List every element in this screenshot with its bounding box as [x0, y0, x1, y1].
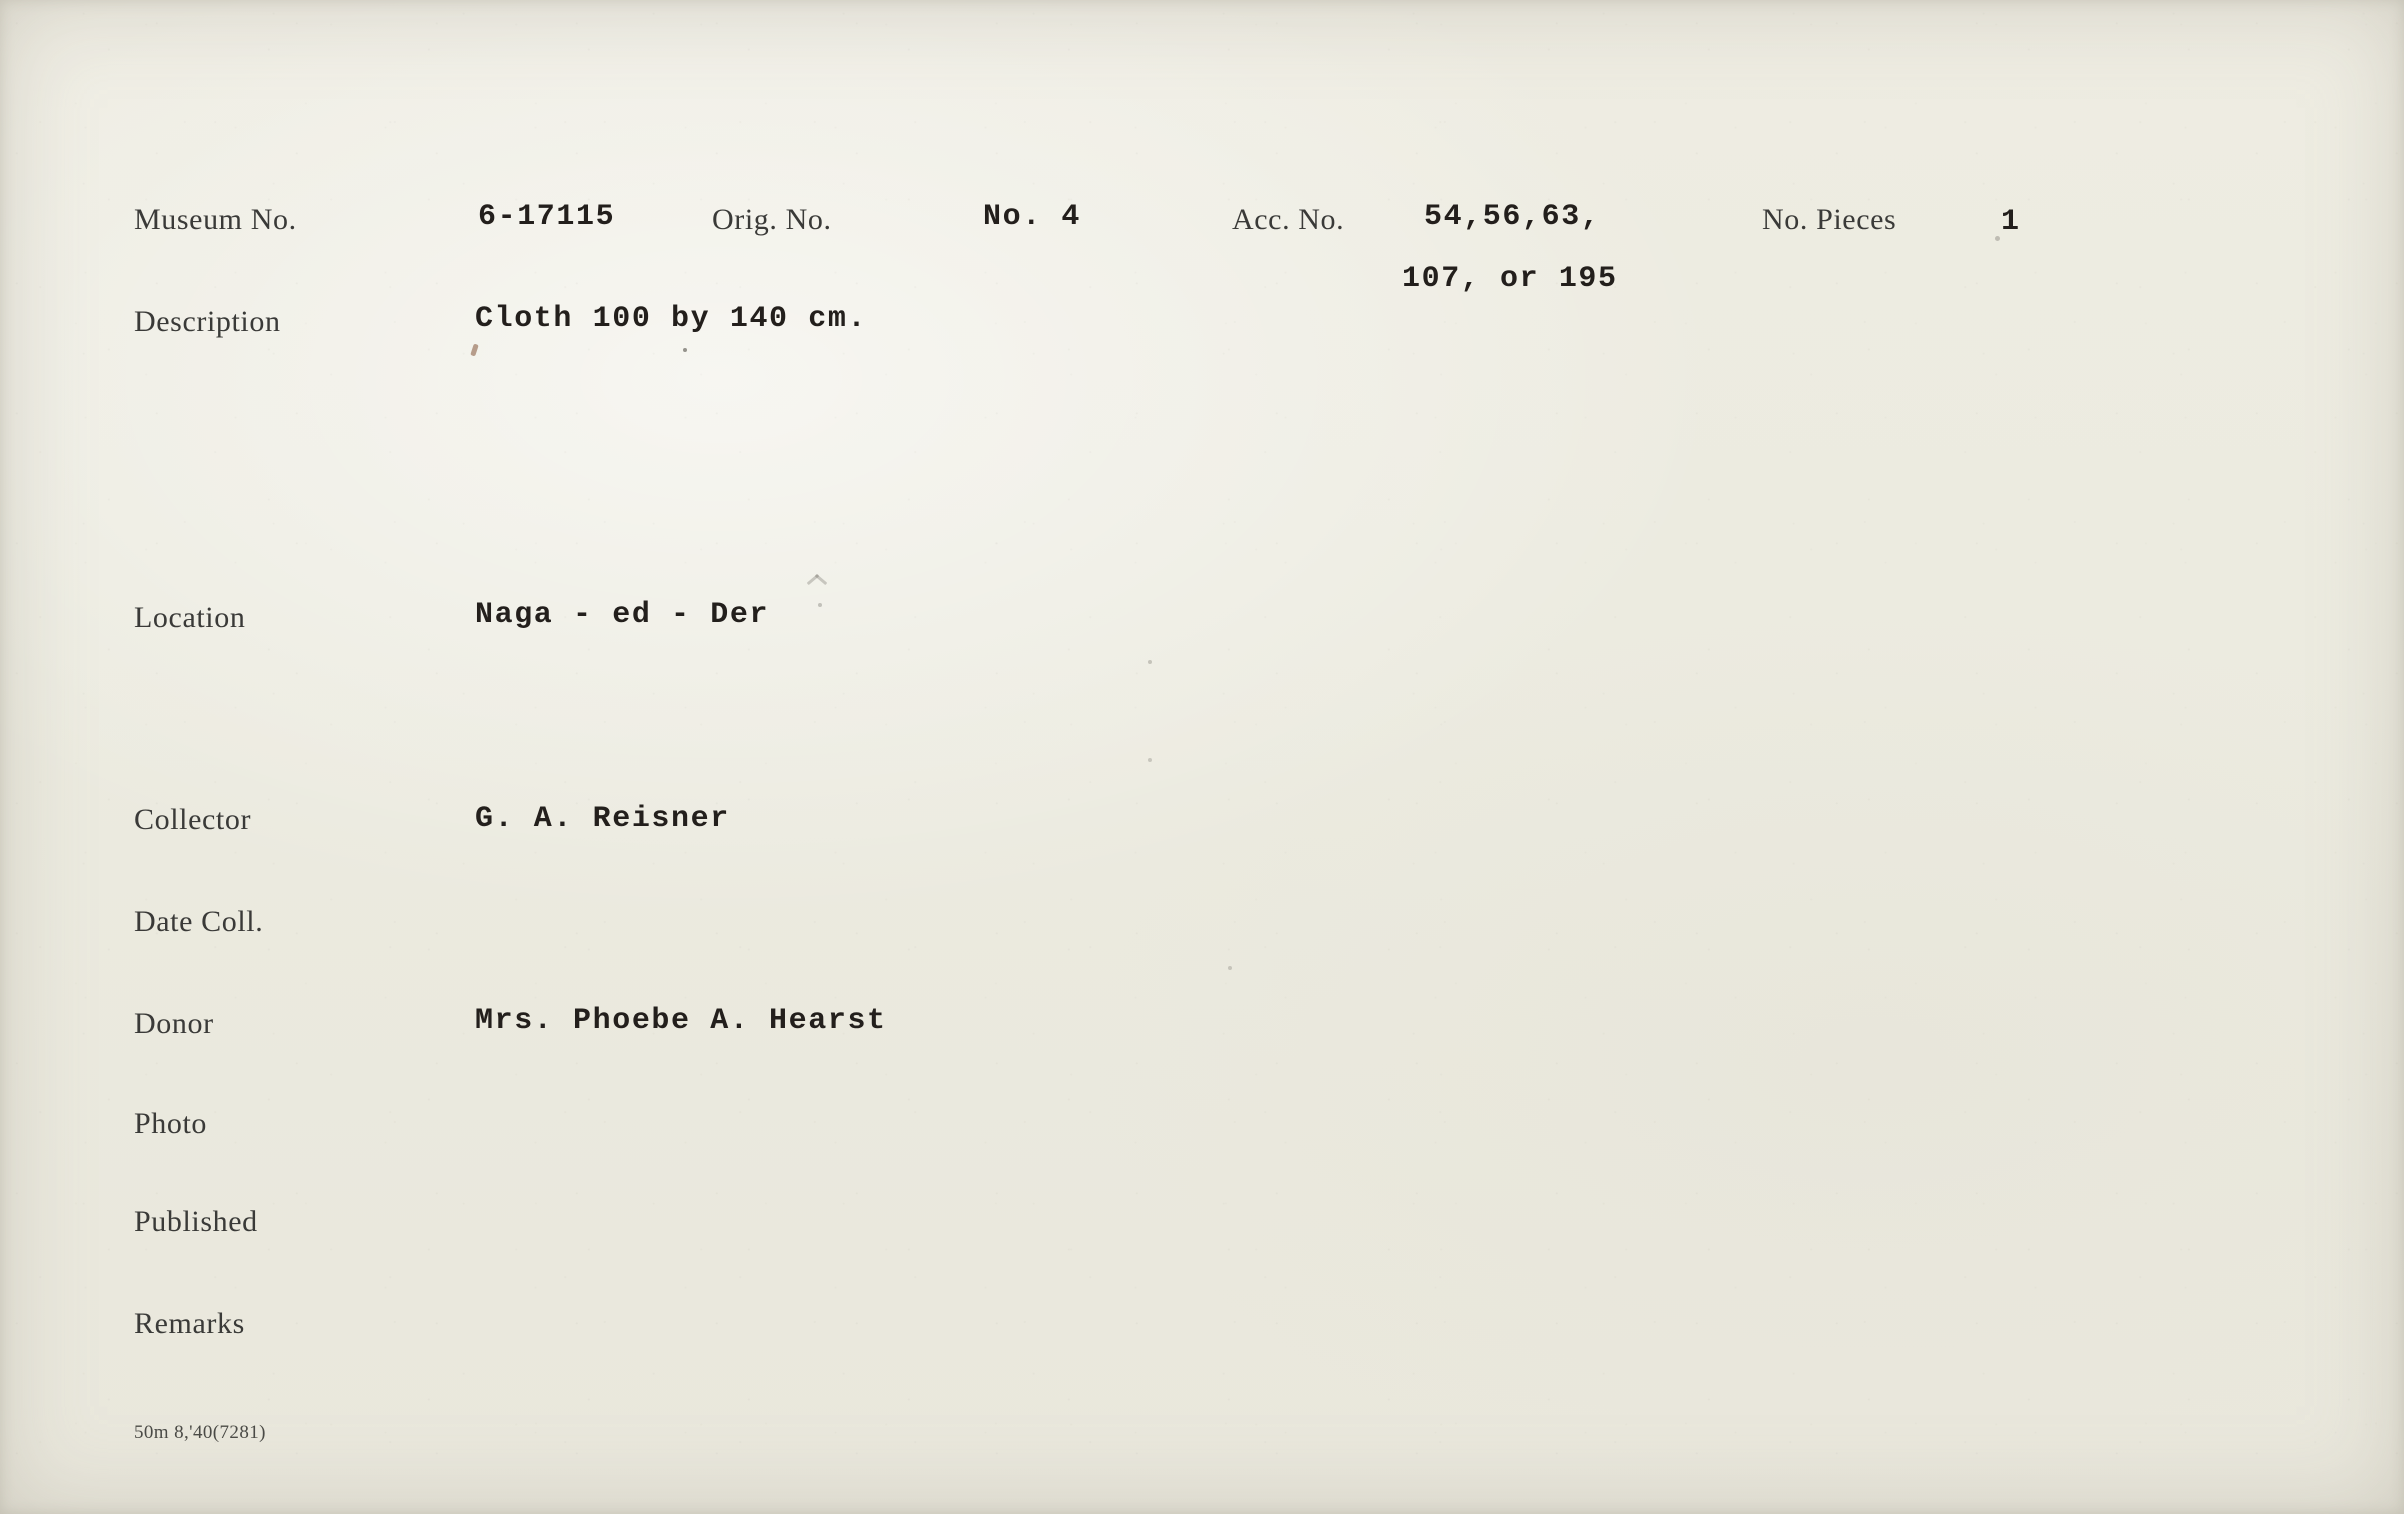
description-label: Description: [134, 305, 281, 338]
orig-no-label: Orig. No.: [712, 203, 832, 236]
location-label: Location: [134, 601, 246, 634]
museum-no-label: Museum No.: [134, 203, 297, 236]
description-value: Cloth 100 by 140 cm.: [475, 302, 868, 336]
acc-no-value-line-2: 107, or 195: [1402, 262, 1618, 296]
ink-speck: [1148, 660, 1152, 664]
no-pieces-label: No. Pieces: [1762, 203, 1897, 236]
remarks-label: Remarks: [134, 1307, 245, 1340]
ink-speck: [683, 348, 687, 352]
ink-speck: [1228, 966, 1232, 970]
location-value: Naga - ed - Der: [475, 598, 770, 632]
photo-label: Photo: [134, 1107, 208, 1140]
published-label: Published: [134, 1205, 258, 1238]
donor-label: Donor: [134, 1007, 214, 1040]
caret-mark: [815, 574, 828, 585]
ink-speck: [470, 344, 478, 357]
acc-no-label: Acc. No.: [1232, 203, 1345, 236]
donor-value: Mrs. Phoebe A. Hearst: [475, 1004, 887, 1038]
date-coll-label: Date Coll.: [134, 905, 264, 938]
ink-speck: [1148, 758, 1152, 762]
ink-speck: [1995, 236, 2000, 241]
collector-value: G. A. Reisner: [475, 802, 730, 836]
acc-no-value-line-1: 54,56,63,: [1424, 200, 1601, 234]
caret-mark: [807, 574, 820, 585]
museum-no-value: 6-17115: [478, 200, 616, 234]
printer-imprint: 50m 8,'40(7281): [134, 1422, 266, 1443]
no-pieces-value: 1: [2001, 205, 2021, 239]
orig-no-value: No. 4: [983, 200, 1082, 234]
ink-speck: [818, 603, 822, 607]
collector-label: Collector: [134, 803, 252, 836]
